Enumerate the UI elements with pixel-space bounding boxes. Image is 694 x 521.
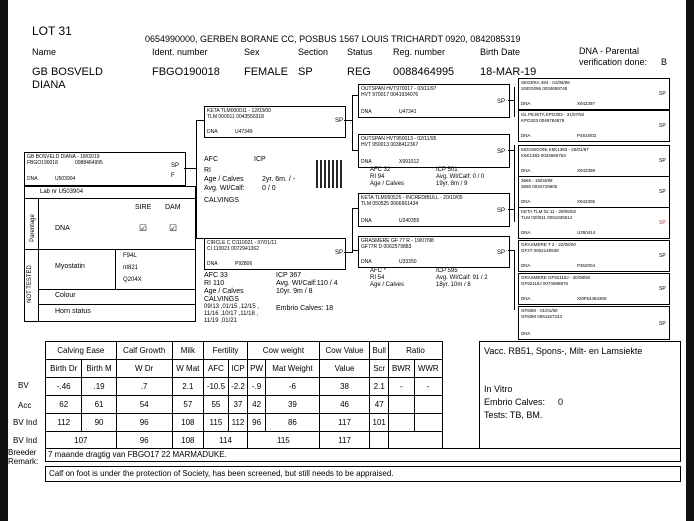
ggp-3-title: MOGWOONI K6K1383 - 26/01/87 [521,147,589,152]
grp-calf-growth: Calf Growth [116,342,172,360]
parentage-card [24,186,196,322]
ggp-1-ident: SSEG096 0034659748 [521,86,568,91]
sire-afc: AFC [204,156,218,163]
remark-box [45,448,681,462]
ind2-calf-growth: 96 [116,432,172,450]
sd-age: 19yr. 8m / 9 [436,181,468,187]
ss-sp: SP [497,99,506,105]
ggp-1-dna: X942397 [577,101,596,106]
ggp-box-3 [518,145,670,177]
grp-cow-value: Cow Value [319,342,370,360]
sire-title: KETA TLM000011 - 12/03/00 [207,108,271,114]
ind-birth-dr: 112 [46,414,82,432]
col-status: Status [347,47,373,57]
ind2-calving-ease: 107 [46,432,117,450]
ggp-3-dna: X942398 [577,168,596,173]
ggp-3-sp: SP [659,158,666,164]
dna-parental-label: DNA - Parental [579,46,640,56]
ggp-4-title: 3665 - 15/04/88 [521,178,553,183]
ggp-7-dna: XMF64484309 [577,296,607,301]
lot-sheet [8,0,686,521]
dam-ri: RI 110 [204,280,225,287]
sd-avg: Avg. WI/Calf: 0 / 0 [436,174,485,180]
animal-pedigree-box [24,152,186,186]
ind-value: 117 [319,414,370,432]
dd-dna-label: DNA [361,259,372,265]
ggp-8-dna-label: DNA [521,331,531,336]
dam-sp: SP [335,250,344,256]
ggp-5-dna-label: DNA [521,230,531,235]
lot-number: LOT 31 [32,24,72,38]
dd-icp: ICP 595 [436,268,458,274]
ggp-6-ident: GF2T 0062149539 [521,248,559,253]
ggp-8-title: GF83M - 01/01/90 [521,308,558,313]
ind-scr: 101 [370,414,389,432]
ggp-box-4 [518,176,670,208]
remark-text: 7 maande dragtig van FBGO17 22 MARMADUKE. [48,450,227,459]
sd-age-label: Age / Calves [370,181,405,187]
sub-w-mat: W Mat [172,360,203,378]
sire-ri: RI [204,167,211,174]
remark-label: Breeder Remark: [8,448,39,466]
row-bv-ind-grouped [46,432,443,450]
col-sex: Sex [244,47,260,57]
grp-cow-weight: Cow weight [248,342,320,360]
sub-w-dr: W Dr [116,360,172,378]
dam-title: CIRCLE C CI110021 - 07/01/11 [207,240,277,246]
bv-birth-dr: -.46 [46,378,82,396]
performance-table [45,341,443,450]
horn-status-label: Horn status [55,308,91,315]
sd-ident: HVT 950013 0038412367 [361,142,419,148]
invitro-info: In Vitro [484,384,513,394]
dam-calvings: CALVINGS [204,296,239,303]
embrio-value: 0 [558,397,564,407]
bv-w-mat: 2.1 [172,378,203,396]
ind-icp: 112 [228,414,247,432]
myostatin-q204x: Q204X [123,277,142,283]
bv-value: 38 [319,378,370,396]
row-bv [46,378,443,396]
col-reg: Reg. number [393,47,446,57]
ggp-7-sp: SP [659,286,666,292]
ind-w-mat: 108 [172,414,203,432]
animal-box-sp: SP [171,163,180,169]
footer-box [45,466,681,482]
animal-box-title: GB BOSVELD DIANA - 18/03/19 [27,154,100,160]
ggp-4-dna: X942305 [577,199,596,204]
col-birth: Birth Date [480,47,521,57]
bv-birth-m: .19 [82,378,116,396]
ggp-box-5 [518,207,670,239]
ggp-2-ident: KPO303 0049784879 [521,118,565,123]
ggp-3-dna-label: DNA [521,168,531,173]
dam-age: 10yr. 9m / 8 [276,288,313,295]
dd-title: GRASMERE GF 77 R - 19/07/98 [361,238,434,244]
ind-w-dr: 96 [116,414,172,432]
sire-dna: U47349 [235,129,253,135]
row-label-bv-ind: BV Ind [13,418,38,427]
sire-age-label: Age / Calves [204,176,244,183]
qr-code [316,160,344,188]
sire-dna-label: DNA [207,129,218,135]
ind-afc: 115 [203,414,228,432]
grp-bull: Bull [370,342,389,360]
tests-info: Tests: TB, BM. [484,410,543,420]
ggp-2-title: OL PEJETA KPO303 - 31/07/92 [521,112,585,117]
animal-box-dna: U503904 [55,176,76,182]
sub-pw: PW [248,360,266,378]
ggp-7-dna-label: DNA [521,296,531,301]
ggp-3-ident: K6K1383 0034665763 [521,153,566,158]
ind-mat-weight: 86 [266,414,320,432]
acc-icp: 37 [228,396,247,414]
dam-ident: CI 110021 0072941362 [207,246,259,252]
sire-dna-checkbox: ☑ [139,223,148,233]
ggp-5-sp: SP [659,220,666,226]
dam-avg: Avg. WI/Calf:110 / 4 [276,280,338,287]
dam-sire-box [358,193,510,227]
verification-label: verification done: [579,57,648,67]
row-bv-ind [46,414,443,432]
dd-age-label: Age / Calves [370,282,405,288]
grp-ratio: Ratio [389,342,443,360]
ggp-8-sp: SP [659,321,666,327]
ind-pw: 96 [248,414,266,432]
ggp-box-2 [518,110,670,142]
ggp-6-title: GRASMERE T 2 - 22/06/00 [521,242,576,247]
embrio-label: Embrio Calves: [484,397,546,407]
acc-pw: 42 [248,396,266,414]
ggp-1-title: SEGERA 494 - 01/08/86 [521,80,570,85]
dam-dna: P92806 [235,261,253,267]
animal-sex: FEMALE [244,66,289,78]
dd-age: 18yr. 10m / 8 [436,282,471,288]
ggp-6-dna-label: DNA [521,263,531,268]
sd-ri: RI 94 [370,174,385,180]
sub-birth-dr: Birth Dr [46,360,82,378]
ss-title: OUTSPAN HVT970017 - 03/11/97 [361,86,437,92]
sd-icp: ICP 501 [436,167,458,173]
dd-avg: Avg. WI/Calf: 91 / 2 [436,275,488,281]
bv-pw: -.9 [248,378,266,396]
sd-sp: SP [497,149,506,155]
ds-ident: TLM 050525 0066661434 [361,201,419,207]
dam-embrio: Embrio Calves: 18 [276,305,334,312]
ggp-8-ident: GF83M 0061167243 [521,314,562,319]
colour-label: Colour [55,292,76,299]
ggp-4-ident: 3665 0034729905 [521,184,558,189]
ggp-5-ident: TLM 020011 0061035614 [521,215,573,220]
ind2-bull [370,432,389,450]
sub-afc: AFC [203,360,228,378]
dam-col: DAM [165,204,181,211]
ggp-6-sp: SP [659,253,666,259]
breeder-line: 0654990000, GERBEN BORANE CC, POSBUS 1567 LOUIS TRICHARDT 0920, 0842085319 [145,34,521,44]
sd-dna: X991012 [399,159,420,165]
ind-bwr [389,414,415,432]
ds-dna: U240355 [399,218,420,224]
animal-box-dna-label: DNA [27,176,38,182]
dam-dna-label: DNA [207,261,218,267]
acc-birth-m: 61 [82,396,116,414]
animal-reg: 0088464995 [393,66,455,78]
ggp-4-dna-label: DNA [521,199,531,204]
bv-wwr: - [414,378,442,396]
ggp-5-title: KETA TLM 02 11 - 29/05/02 [521,209,577,214]
row-label-acc: Acc [18,401,32,410]
animal-name-2: DIANA [32,79,66,91]
dd-ri: RI 54 [370,275,385,281]
animal-ident: FBGO190018 [152,66,220,78]
dam-afc: AFC 33 [204,272,228,279]
dam-dates-2: 11/16 ,10/17 ,11/18 , [204,311,259,317]
bv-mat-weight: -6 [266,378,320,396]
ggp-7-title: GRASMERE GF92118J - 30/08/92 [521,275,591,280]
sub-icp: ICP [228,360,247,378]
sub-bwr: BWR [389,360,415,378]
grp-calving-ease: Calving Ease [46,342,117,360]
myostatin-nt821: nt821 [123,265,139,271]
ggp-box-1 [518,78,670,110]
dam-dam-box [358,236,510,268]
grp-fertility: Fertility [203,342,247,360]
bv-bwr: - [389,378,415,396]
acc-scr: 47 [370,396,389,414]
ds-title: KETA TLM050525 - INCREDIBULL - 20/10/05 [361,195,463,201]
animal-box-reg: 0088464995 [75,160,103,166]
sire-sp: SP [335,118,344,124]
col-name: Name [32,47,57,57]
animal-section: SP [298,66,313,78]
not-tested-label: NOT TESTED [26,265,33,303]
ggp-6-dna: P362004 [577,263,596,268]
animal-name-1: GB BOSVELD [32,66,103,78]
ind2-cow-value: 117 [319,432,370,450]
ggp-box-6 [518,240,670,272]
animal-box-ident: FBGO190018 [27,160,58,166]
sire-ident: TLM 000011 0043550318 [207,114,264,120]
ind2-ratio [389,432,443,450]
sire-box [204,106,346,138]
ss-ident: HVT 970017 0041934076 [361,92,419,98]
dna-row-label: DNA [55,225,70,232]
ind2-fertility: 114 [203,432,247,450]
sire-col: SIRE [135,204,152,211]
ind-wwr [414,414,442,432]
acc-mat-weight: 39 [266,396,320,414]
parentage-label: Parentage [29,214,36,242]
ggp-2-dna-label: DNA [521,133,531,138]
info-box [479,341,681,450]
sire-calvings: CALVINGS [204,197,239,204]
grp-milk: Milk [172,342,203,360]
acc-w-mat: 57 [172,396,203,414]
ind-birth-m: 90 [82,414,116,432]
sire-avg: 0 / 0 [262,185,276,192]
ggp-1-dna-label: DNA [521,101,531,106]
sub-value: Value [319,360,370,378]
animal-status: REG [347,66,371,78]
bv-afc: -10.5 [203,378,228,396]
row-label-bv-ind-2: BV Ind [13,436,38,445]
dam-dates-3: 11/19 ,01/21 [204,318,237,324]
dd-sp: SP [497,250,506,256]
ind2-cow-weight: 115 [248,432,320,450]
vaccination-info: Vacc. RB51, Spons-, Milt- en Lamsiekte [484,346,643,356]
dam-icp: ICP 367 [276,272,302,279]
sire-icp: ICP [254,156,266,163]
myostatin-label: Myostatin [55,263,85,270]
lab-number: Lab nr U503904 [40,189,84,195]
sub-birth-m: Birth M [82,360,116,378]
dam-age-label: Age / Calves [204,288,244,295]
sd-afc: AFC 32 [370,167,391,173]
col-section: Section [298,47,329,57]
acc-birth-dr: 62 [46,396,82,414]
acc-wwr [414,396,442,414]
ggp-box-8 [518,306,670,340]
dam-box [204,238,346,270]
col-ident: Ident. number [152,47,208,57]
ggp-box-7 [518,273,670,305]
dam-dna-checkbox: ☑ [169,223,178,233]
ggp-4-sp: SP [659,189,666,195]
sire-avg-label: Avg. WI/Calf: [204,185,245,192]
bv-w-dr: .7 [116,378,172,396]
dd-afc: AFC * [370,268,387,274]
myostatin-f94l: F94L [123,253,137,259]
ss-dna-label: DNA [361,109,372,115]
ss-dna: U47341 [399,109,417,115]
animal-birth: 18-MAR-19 [480,66,537,78]
ds-sp: SP [497,208,506,214]
sub-mat-weight: Mat Weight [266,360,320,378]
acc-bwr [389,396,415,414]
sub-wwr: WWR [414,360,442,378]
ggp-2-dna: P4816/02 [577,133,597,138]
acc-afc: 55 [203,396,228,414]
sub-scr: Scr [370,360,389,378]
dam-dates-1: 09/13 ,01/15 ,12/15 , [204,304,260,310]
ind2-milk: 108 [172,432,203,450]
verification-value: B [661,57,668,67]
bv-icp: -2.2 [228,378,247,396]
sire-sire-box [358,84,510,118]
sd-title: OUTSPAN HVT950013 - 02/11/95 [361,136,437,142]
acc-value: 46 [319,396,370,414]
animal-box-sex: F [171,173,175,179]
sd-dna-label: DNA [361,159,372,165]
footer-text: Calf on foot is under the protection of Society, has been screened, but still needs to be appraised. [49,469,394,478]
ggp-1-sp: SP [659,91,666,97]
bv-scr: 2.1 [370,378,389,396]
row-acc [46,396,443,414]
row-label-bv: BV [18,381,29,390]
sire-age: 2yr. 6m. / - [262,176,296,183]
ds-dna-label: DNA [361,218,372,224]
ggp-7-ident: GF92118J 0074888876 [521,281,568,286]
sire-dam-box [358,134,510,168]
ggp-5-dna: U250414 [577,230,596,235]
ggp-2-sp: SP [659,123,666,129]
dd-ident: GF77R D 0062579883 [361,244,412,250]
acc-w-dr: 54 [116,396,172,414]
dd-dna: U33350 [399,259,417,265]
